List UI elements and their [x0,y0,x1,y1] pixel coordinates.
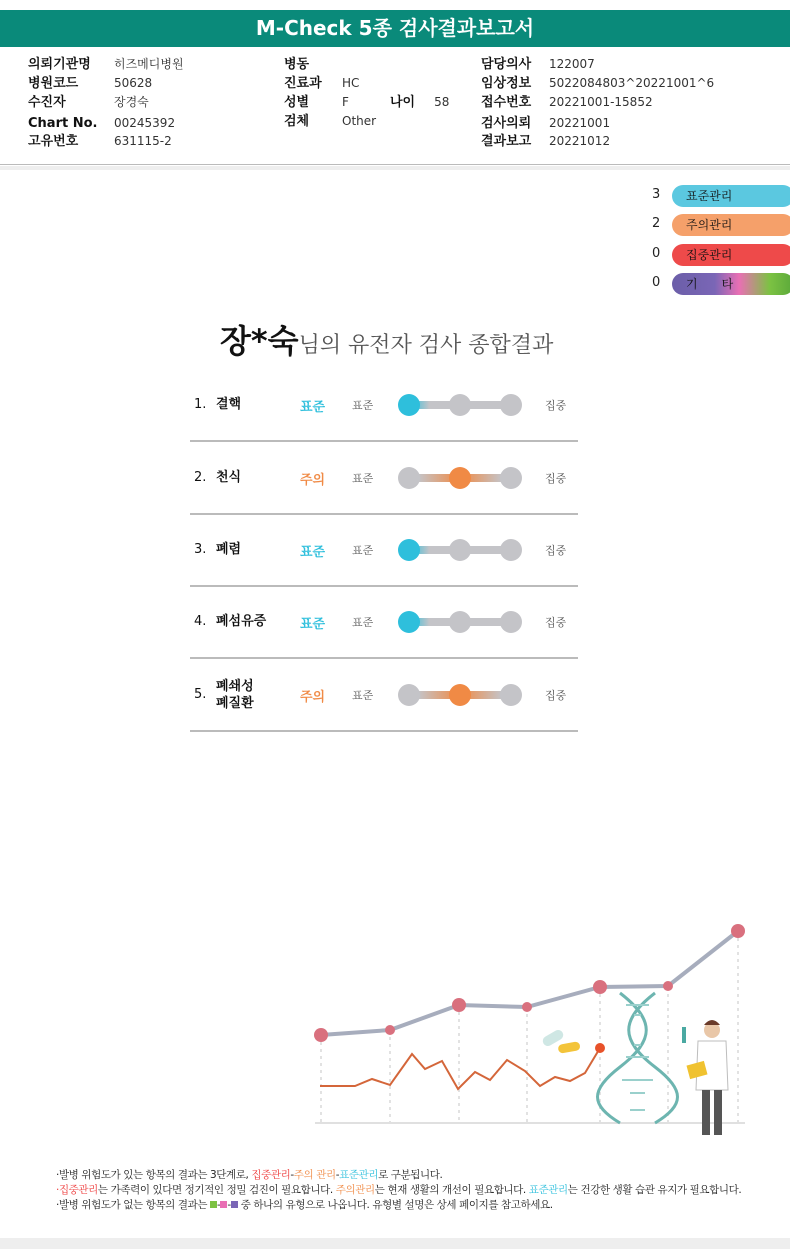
result-level: 표준 [300,400,326,415]
gauge-dot [500,394,522,416]
result-row [190,370,578,442]
gauge-active-dot [398,539,420,561]
gauge-active-dot [398,394,420,416]
scale-high-label: 집중 [545,616,567,629]
row-divider [190,440,578,442]
gauge-active-dot [449,684,471,706]
risk-gauge [396,392,524,418]
pink-square-icon [220,1201,227,1208]
note-line-2 [56,1183,741,1198]
note-1-caution: 주의 관리 [293,1169,336,1181]
info-value: 50628 [114,76,153,90]
info-label: 의뢰기관명 [28,57,91,72]
info-field [284,74,359,93]
info-value: 히즈메디병원 [114,57,184,71]
info-value: HC [342,76,360,90]
info-label: 임상정보 [481,76,532,91]
legend-pill: 주의관리 [672,214,790,236]
scale-low-label: 표준 [352,689,374,702]
info-label: 진료과 [284,76,322,91]
summary-title-text: 님의 유전자 검사 종합결과 [298,333,554,358]
info-field [481,55,595,74]
legend-pill: 기 타 [672,273,790,295]
note-2-text: 는 현재 생활의 개선이 필요합니다. [374,1184,529,1196]
risk-gauge [396,609,524,635]
age-label: 나이 [390,95,416,110]
info-field [284,112,376,131]
green-square-icon [210,1201,217,1208]
info-value: Other [342,114,377,128]
info-field [284,55,342,74]
info-label: Chart No. [28,116,98,131]
scale-high-label: 집중 [545,689,567,702]
scale-high-label: 집중 [545,544,567,557]
result-level: 표준 [300,617,326,632]
info-label: 병동 [284,57,310,72]
patient-name: 장*숙 [220,322,299,360]
note-3-text: ·발병 위험도가 없는 항목의 결과는 [56,1199,211,1211]
row-divider [190,730,578,732]
info-label: 성별 [284,95,310,110]
result-row [190,515,578,587]
gauge-dot [500,684,522,706]
age-value: 58 [434,95,450,109]
dna-chart-illustration [300,915,760,1145]
result-item: 천식 [216,470,242,485]
gauge-active-dot [449,467,471,489]
info-label: 수진자 [28,95,66,110]
result-index: 2. [194,470,207,485]
info-label: 검사의뢰 [481,116,532,131]
info-field [28,132,172,151]
scale-high-label: 집중 [545,399,567,412]
legend-pill: 집중관리 [672,244,790,266]
scale-low-label: 표준 [352,399,374,412]
risk-gauge [396,682,524,708]
note-1-text: ·발병 위험도가 있는 항목의 결과는 3단계로, [56,1169,252,1181]
result-row [190,587,578,659]
legend-count: 2 [652,216,661,231]
note-1-sep: - [290,1169,294,1181]
note-2-standard: 표준관리 [528,1184,568,1196]
note-2-text: 는 건강한 생활 습관 유지가 필요합니다. [567,1184,742,1196]
risk-gauge [396,465,524,491]
info-label: 담당의사 [481,57,532,72]
gauge-dot [398,684,420,706]
gauge-dot [449,394,471,416]
gauge-dot [449,611,471,633]
legend-item [652,273,790,295]
info-block [0,55,790,155]
header-divider-shadow [0,166,790,170]
note-2-intensive: ·집중관리 [56,1184,98,1196]
result-index: 5. [194,687,207,702]
report-header [0,10,790,47]
legend-item [652,185,790,207]
gauge-active-dot [398,611,420,633]
result-item: 폐섬유증 [216,614,267,629]
result-item: 폐쇄성 폐질환 [216,679,254,711]
note-1-standard: 표준관리 [339,1169,379,1181]
legend-count: 0 [652,246,661,261]
legend-item [652,214,790,236]
scale-low-label: 표준 [352,616,374,629]
report-title: M-Check 5종 검사결과보고서 [255,16,535,40]
header-divider [0,164,790,165]
info-field [28,55,184,74]
result-index: 4. [194,614,207,629]
notes [56,1168,741,1213]
legend-count: 0 [652,275,661,290]
scale-low-label: 표준 [352,544,374,557]
result-level: 표준 [300,545,326,560]
result-index: 1. [194,397,207,412]
info-label: 검체 [284,114,310,129]
purple-square-icon [231,1201,238,1208]
scale-low-label: 표준 [352,472,374,485]
note-2-caution: 주의관리 [335,1184,375,1196]
footer-bar [0,1238,790,1249]
risk-gauge [396,537,524,563]
info-field [481,132,610,151]
info-label: 접수번호 [481,95,532,110]
note-line-3: ·발병 위험도가 없는 항목의 결과는 - - 중 하나의 유형으로 나옵니다. 유형별 설명은 상세 페이지를 참고하세요. [56,1199,553,1211]
info-field [28,93,149,112]
gauge-dot [449,539,471,561]
result-item: 결핵 [216,397,242,412]
summary-title [220,316,553,362]
info-value: F [342,95,349,109]
info-field [481,74,714,93]
info-field [481,93,653,112]
info-label: 고유번호 [28,134,79,149]
info-value: 122007 [549,57,595,71]
result-row [190,660,578,732]
result-level: 주의 [300,690,326,705]
note-line-1 [56,1168,741,1183]
info-field [28,74,152,93]
info-value: 20221001-15852 [549,95,653,109]
gauge-dot [500,539,522,561]
info-value: 20221012 [549,134,611,148]
info-field [28,114,175,133]
result-item: 폐렴 [216,542,242,557]
info-value: 5022084803^20221001^6 [549,76,715,90]
info-value: 631115-2 [114,134,172,148]
note-2-text: 는 가족력이 있다면 정기적인 정밀 검진이 필요합니다. [97,1184,336,1196]
gauge-dot [500,467,522,489]
result-index: 3. [194,542,207,557]
age-field [390,93,449,112]
result-row [190,443,578,515]
scale-high-label: 집중 [545,472,567,485]
legend-pill: 표준관리 [672,185,790,207]
info-field [481,114,610,133]
note-1-text: 로 구분됩니다. [378,1169,443,1181]
note-1-intensive: 집중관리 [251,1169,291,1181]
note-3-text: 중 하나의 유형으로 나옵니다. 유형별 설명은 상세 페이지를 참고하세요. [237,1199,553,1211]
gauge-dot [500,611,522,633]
result-level: 주의 [300,473,326,488]
note-1-sep: - [335,1169,340,1181]
info-value: 00245392 [114,116,176,130]
row-divider [190,657,578,659]
legend-count: 3 [652,187,661,202]
legend-item [652,244,790,266]
info-label: 병원코드 [28,76,79,91]
info-value: 20221001 [549,116,611,130]
info-label: 결과보고 [481,134,532,149]
gauge-dot [398,467,420,489]
info-field [284,93,349,112]
info-value: 장경숙 [114,95,149,109]
